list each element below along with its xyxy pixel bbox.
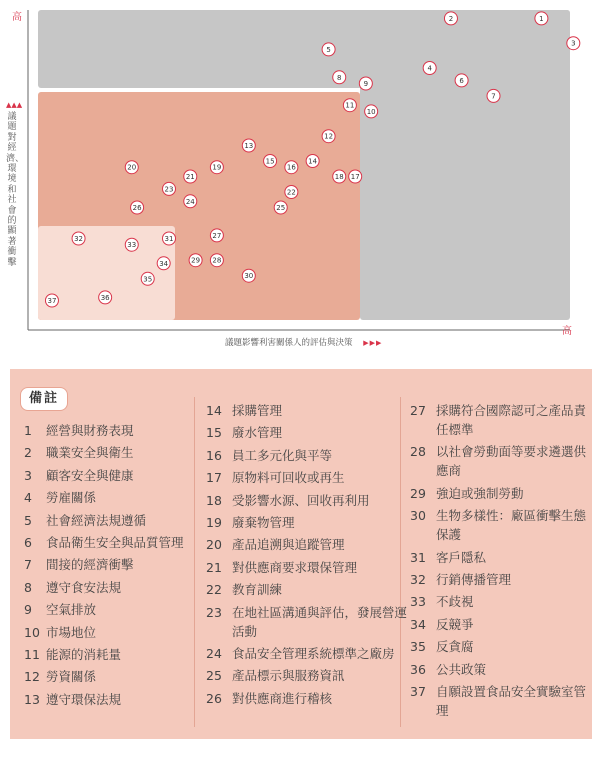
note-text: 教育訓練 (232, 582, 283, 598)
note-item (24, 667, 194, 686)
note-number: 15 (206, 425, 222, 441)
note-item (206, 446, 410, 465)
note-item (206, 689, 410, 708)
note-number: 37 (410, 684, 426, 699)
point-33 (125, 238, 138, 251)
point-25 (274, 201, 287, 214)
point-label-26: 26 (132, 204, 142, 212)
note-number: 4 (24, 490, 32, 506)
note-number: 13 (24, 691, 40, 707)
note-item (410, 682, 586, 720)
note-text: 公共政策 (436, 661, 487, 677)
note-number: 17 (206, 470, 222, 486)
point-label-13: 13 (244, 142, 254, 150)
point-20 (125, 161, 138, 174)
note-number: 32 (410, 572, 426, 587)
note-text: 廢水管理 (232, 425, 283, 441)
point-10 (365, 105, 378, 118)
point-label-33: 33 (127, 241, 137, 250)
note-item (206, 666, 410, 685)
note-text: 採購管理 (232, 403, 283, 418)
note-text: 強迫或強制勞動 (436, 485, 524, 501)
note-item (24, 600, 194, 619)
x-axis-high-label: 高 (562, 326, 572, 337)
note-text: 食品衛生安全與品質管理 (46, 535, 184, 550)
point-label-2: 2 (448, 14, 454, 23)
note-number: 24 (206, 646, 222, 661)
note-number: 31 (410, 549, 426, 565)
notes-divider-1 (194, 397, 195, 727)
note-item (206, 644, 410, 663)
point-28 (210, 254, 223, 267)
zone-low (38, 226, 175, 320)
point-label-30: 30 (244, 272, 254, 281)
note-number: 16 (206, 447, 222, 463)
note-number: 19 (206, 515, 222, 530)
note-item (24, 645, 194, 664)
point-29 (189, 254, 202, 267)
note-item (206, 580, 410, 599)
note-text: 採購符合國際認可之產品責任標準 (436, 403, 587, 437)
point-label-16: 16 (286, 163, 296, 172)
point-22 (285, 186, 298, 199)
note-item (24, 488, 194, 507)
note-number: 29 (410, 485, 426, 501)
note-item (24, 443, 194, 462)
materiality-chart (0, 0, 612, 350)
point-36 (99, 291, 112, 304)
point-17 (349, 170, 362, 183)
note-text: 遵守食安法規 (46, 579, 122, 595)
notes-title: 備註 (20, 387, 68, 411)
note-text: 社會經濟法規遵循 (46, 512, 147, 528)
note-item (410, 637, 586, 656)
point-label-19: 19 (212, 163, 222, 172)
point-label-21: 21 (185, 173, 195, 181)
note-text: 自願設置食品安全實驗室管理 (436, 684, 587, 718)
note-item (206, 603, 410, 641)
note-text: 職業安全與衛生 (46, 445, 134, 461)
point-19 (210, 161, 223, 174)
point-label-12: 12 (324, 132, 334, 141)
point-9 (359, 77, 372, 90)
point-label-22: 22 (286, 188, 296, 197)
note-text: 能源的消耗量 (46, 647, 122, 662)
note-item (410, 506, 586, 544)
note-item (24, 578, 194, 597)
note-number: 3 (24, 467, 32, 483)
note-number: 25 (206, 668, 222, 684)
note-number: 9 (24, 602, 32, 618)
point-21 (184, 170, 197, 183)
note-number: 33 (410, 594, 426, 610)
note-item (410, 548, 586, 567)
note-item (206, 558, 410, 577)
note-number: 2 (24, 445, 32, 461)
note-number: 18 (206, 492, 222, 508)
note-text: 以社會勞動面等要求遴選供應商 (436, 444, 587, 479)
note-text: 對供應商要求環保管理 (232, 559, 358, 575)
note-number: 21 (206, 559, 222, 575)
zone-high-right (360, 10, 570, 320)
x-axis-arrows: ▶▶▶ (363, 339, 383, 347)
note-text: 勞雇關係 (46, 490, 97, 506)
point-18 (333, 170, 346, 183)
point-8 (333, 71, 346, 84)
notes-panel (10, 369, 592, 739)
point-label-35: 35 (143, 275, 153, 284)
point-label-11: 11 (345, 101, 355, 110)
note-item (24, 690, 194, 709)
note-item (206, 468, 410, 487)
note-number: 8 (24, 579, 32, 595)
point-31 (163, 232, 176, 245)
note-number: 22 (206, 582, 222, 598)
chart-plot (0, 0, 612, 350)
point-label-18: 18 (334, 173, 344, 181)
point-14 (306, 155, 319, 168)
y-axis-arrows: ▲▲▲ (6, 101, 23, 109)
note-number: 30 (410, 508, 426, 524)
note-text: 廢棄物管理 (232, 515, 295, 530)
note-item (24, 623, 194, 642)
point-6 (455, 74, 468, 87)
note-text: 原物料可回收或再生 (232, 470, 345, 486)
point-15 (264, 155, 277, 168)
point-5 (322, 43, 335, 56)
note-item (206, 491, 410, 510)
point-23 (163, 182, 176, 195)
point-label-28: 28 (212, 256, 222, 265)
note-text: 遵守環保法規 (46, 691, 122, 707)
note-text: 產品標示與服務資訊 (232, 668, 345, 684)
note-item (206, 513, 410, 532)
point-label-5: 5 (326, 45, 331, 54)
point-13 (242, 139, 255, 152)
note-text: 市場地位 (46, 624, 97, 640)
note-text: 空氣排放 (46, 602, 97, 618)
note-item (410, 442, 586, 480)
note-number: 27 (410, 403, 426, 418)
point-32 (72, 232, 85, 245)
point-12 (322, 130, 335, 143)
y-axis-high-label: 高 (12, 12, 22, 23)
note-item (24, 421, 194, 440)
note-text: 生物多樣性：廠區衝擊生態保護 (436, 508, 587, 543)
note-number: 6 (24, 535, 32, 550)
note-item (24, 511, 194, 530)
note-item (206, 401, 410, 420)
note-text: 顧客安全與健康 (46, 467, 134, 483)
point-24 (184, 195, 197, 208)
note-text: 反貪腐 (436, 639, 474, 655)
note-item (410, 484, 586, 503)
point-35 (141, 272, 154, 285)
note-item (24, 533, 194, 552)
note-item (24, 555, 194, 574)
point-label-15: 15 (265, 157, 275, 166)
note-item (410, 592, 586, 611)
note-text: 對供應商進行稽核 (232, 690, 333, 706)
note-number: 14 (206, 403, 222, 418)
point-label-25: 25 (276, 204, 286, 212)
point-label-37: 37 (47, 297, 57, 305)
note-item (410, 660, 586, 679)
point-label-23: 23 (164, 185, 174, 194)
note-text: 受影響水源、回收再利用 (232, 492, 370, 508)
point-label-14: 14 (308, 157, 318, 166)
note-text: 員工多元化與平等 (232, 447, 333, 463)
note-item (206, 535, 410, 554)
note-number: 12 (24, 669, 40, 685)
point-label-34: 34 (159, 259, 169, 268)
note-item (410, 570, 586, 589)
point-label-4: 4 (427, 64, 432, 73)
point-34 (157, 257, 170, 270)
x-axis-label (225, 336, 382, 348)
point-37 (45, 294, 58, 307)
point-2 (444, 12, 457, 25)
point-label-7: 7 (491, 92, 496, 101)
note-number: 28 (410, 444, 426, 460)
point-7 (487, 89, 500, 102)
point-4 (423, 62, 436, 75)
point-label-32: 32 (74, 235, 84, 243)
note-text: 反競爭 (436, 616, 474, 632)
note-text: 間接的經濟衝擊 (46, 557, 134, 573)
point-27 (210, 229, 223, 242)
y-axis-label (6, 101, 25, 268)
note-text: 勞資關係 (46, 669, 97, 685)
point-label-6: 6 (459, 76, 464, 85)
note-text: 在地社區溝通與評估，發展營運活動 (232, 604, 408, 639)
point-label-9: 9 (363, 80, 369, 88)
point-label-1: 1 (539, 14, 544, 23)
note-number: 20 (206, 537, 222, 553)
point-16 (285, 161, 298, 174)
note-item (206, 423, 410, 442)
point-30 (242, 269, 255, 282)
note-text: 不歧視 (436, 594, 474, 610)
note-number: 35 (410, 639, 426, 655)
note-number: 10 (24, 624, 40, 640)
point-26 (131, 201, 144, 214)
point-label-17: 17 (350, 173, 360, 181)
note-item (410, 401, 586, 439)
note-number: 1 (24, 423, 32, 438)
note-text: 經營與財務表現 (46, 423, 134, 438)
point-label-24: 24 (185, 197, 195, 206)
note-number: 11 (24, 647, 40, 662)
note-number: 36 (410, 661, 426, 677)
point-label-27: 27 (212, 231, 222, 240)
note-text: 客戶隱私 (436, 549, 487, 565)
note-number: 5 (24, 512, 32, 528)
point-3 (567, 37, 580, 50)
point-1 (535, 12, 548, 25)
x-axis-title: 議題影響利害關係人的評估與決策 (225, 338, 353, 348)
point-label-3: 3 (571, 39, 576, 48)
point-label-29: 29 (191, 256, 201, 265)
note-text: 行銷傳播管理 (436, 572, 512, 587)
point-label-8: 8 (337, 73, 342, 82)
point-label-10: 10 (366, 107, 376, 116)
note-number: 7 (24, 557, 32, 573)
point-label-20: 20 (127, 163, 137, 172)
note-text: 食品安全管理系統標準之廠房 (232, 646, 395, 661)
note-number: 26 (206, 690, 222, 706)
note-text: 產品追溯與追蹤管理 (232, 537, 345, 553)
note-number: 34 (410, 616, 426, 632)
note-item (410, 615, 586, 634)
point-label-36: 36 (100, 293, 110, 302)
point-11 (343, 99, 356, 112)
point-label-31: 31 (164, 235, 174, 243)
note-number: 23 (206, 604, 222, 620)
y-axis-title: 議題對經濟、環境和社會的顯著衝擊 (6, 112, 25, 268)
note-item (24, 466, 194, 485)
